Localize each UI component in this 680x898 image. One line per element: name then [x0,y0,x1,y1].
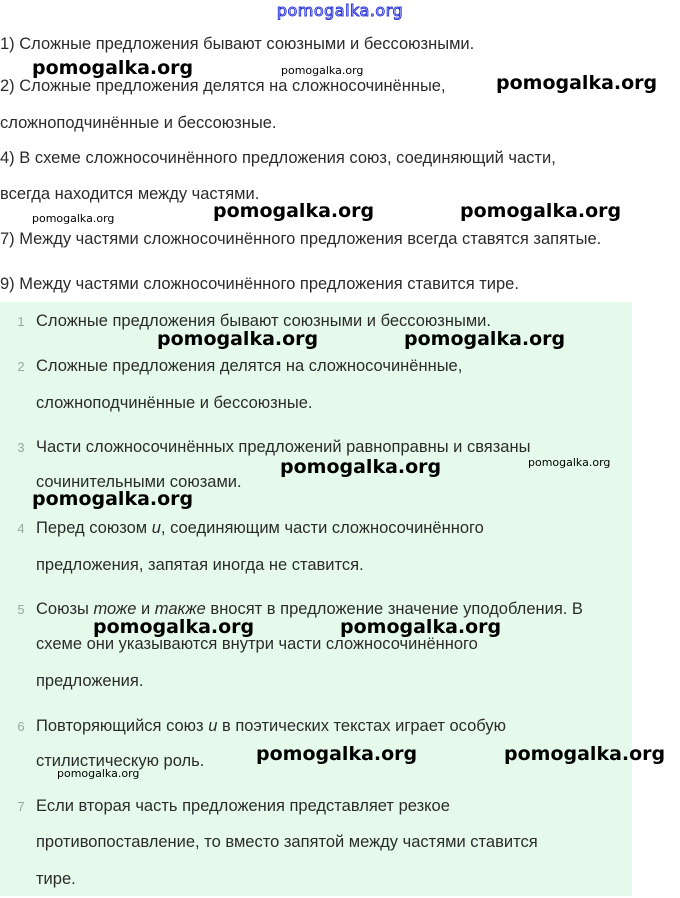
watermark: pomogalka.org [404,328,566,350]
rule-text-line-1: Перед союзом и, соединяющим части сложносочинённого [36,519,484,537]
watermark: pomogalka.org [281,64,364,77]
rule-number: 2 [17,359,25,374]
watermark: pomogalka.org [57,767,140,780]
rule-text-line-3: предложения. [36,672,144,690]
watermark: pomogalka.org [157,328,319,350]
rule-text-line-2: схеме они указываются внутри части сложносочинённого [36,635,478,653]
statement-9: 9) Между частями сложносочинённого предложения ставится тире. [0,275,519,293]
header-watermark: pomogalka.org [276,1,404,20]
statement-1: 1) Сложные предложения бывают союзными и бессоюзными. [0,35,475,53]
rule-text-line-3: тире. [36,870,76,888]
statement-2-line-2: сложноподчинённые и бессоюзные. [0,114,277,132]
watermark: pomogalka.org [528,456,611,469]
rule-number: 6 [17,719,25,734]
rules-panel [0,302,632,896]
watermark: pomogalka.org [213,200,375,222]
watermark: pomogalka.org [280,456,442,478]
statement-4-line-2: всегда находится между частями. [0,185,260,203]
watermark: pomogalka.org [32,212,115,225]
watermark: pomogalka.org [32,57,194,79]
watermark: pomogalka.org [496,72,658,94]
rule-number: 3 [17,440,25,455]
rule-text-line-1: Повторяющийся союз и в поэтических текстах играет особую [36,717,507,735]
rule-text-line-1: Если вторая часть предложения представляет резкое [36,797,450,815]
watermark: pomogalka.org [460,200,622,222]
rule-text: Сложные предложения бывают союзными и бессоюзными. [36,312,491,330]
rule-text-line-2: сочинительными союзами. [36,473,242,491]
rule-number: 4 [17,521,25,536]
watermark: pomogalka.org [256,743,418,765]
statement-7: 7) Между частями сложносочинённого предложения всегда ставятся запятые. [0,230,602,248]
watermark: pomogalka.org [340,616,502,638]
rule-text-line-2: предложения, запятая иногда не ставится. [36,556,364,574]
statement-4-line-1: 4) В схеме сложносочинённого предложения союз, соединяющий части, [0,149,556,167]
rule-text-line-2: стилистическую роль. [36,752,205,770]
rule-number: 5 [17,602,25,617]
statement-2-line-1: 2) Сложные предложения делятся на сложносочинённые, [0,77,446,95]
rule-text-line-2: противопоставление, то вместо запятой между частями ставится [36,833,538,851]
watermark: pomogalka.org [504,743,666,765]
rule-text-line-1: Сложные предложения делятся на сложносочинённые, [36,357,463,375]
rule-number: 1 [17,314,25,329]
rule-text-line-2: сложноподчинённые и бессоюзные. [36,394,313,412]
rule-number: 7 [17,799,25,814]
watermark: pomogalka.org [93,616,255,638]
watermark: pomogalka.org [32,488,194,510]
rule-text-line-1: Союзы тоже и также вносят в предложение значение уподобления. В [36,600,583,618]
rule-text-line-1: Части сложносочинённых предложений равноправны и связаны [36,438,531,456]
